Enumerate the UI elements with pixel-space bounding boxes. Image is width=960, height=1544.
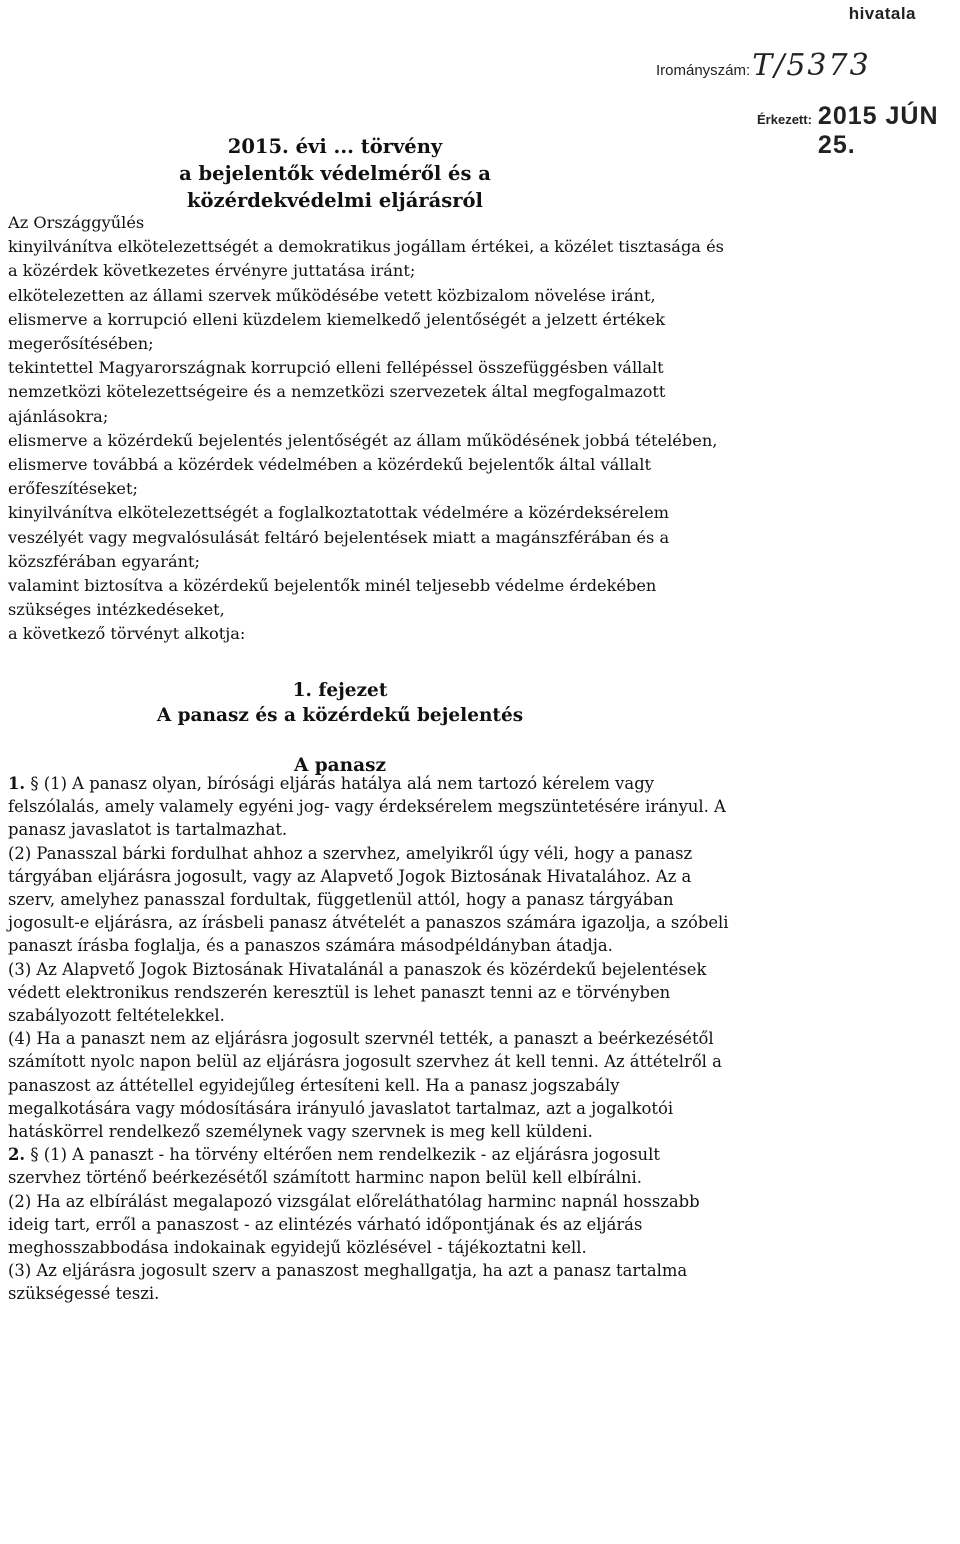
law-body [8,772,953,1306]
body-line [8,772,953,795]
preamble-line: megerősítésében; [8,334,154,354]
body-line [8,818,953,841]
law-title-line-2: a bejelentők védelméről és a közérdekvédelmi eljárásról [179,162,491,212]
document-number-value: T/5373 [752,48,871,83]
received-date: 2015 JÚN 25. [817,102,939,159]
body-text-span: hatáskörrel rendelkező személynek vagy szervnek is meg kell küldeni. [8,1122,593,1142]
body-text-span: (3) Az Alapvető Jogok Biztosának Hivatalánál a panaszok és közérdekű bejelentések [8,959,707,979]
preamble-line: veszélyét vagy megvalósulását feltáró bejelentések miatt a magánszférában és a [8,527,670,547]
preamble-line: erőfeszítéseket; [8,479,138,499]
body-line [8,1282,953,1305]
preamble-line: Az Országgyűlés [8,213,145,232]
body-line [8,1027,953,1050]
body-text-span: ideig tart, erről a panaszost - az elintézés várható időpontjának és az eljárás [8,1214,643,1234]
body-text-span: védett elektronikus rendszerén keresztül is lehet panaszt tenni az e törvényben [8,982,671,1002]
preamble-line: kinyilvánítva elkötelezettségét a demokratikus jogállam értékei, a közélet tisztasága és [8,237,724,257]
body-line [8,1004,953,1027]
body-line [8,1143,953,1166]
body-line [8,865,953,888]
body-line [8,1190,953,1213]
chapter-number: 1. fejezet [292,680,388,701]
body-line [8,1236,953,1259]
body-line [8,958,953,981]
body-line [8,1074,953,1097]
body-text-span: felszólalás, amely valamely egyéni jog- vagy érdeksérelem megszüntetésére irányul. A [8,797,726,817]
law-title-line-1: 2015. évi ... törvény [227,135,443,158]
body-text-span: szükségessé teszi. [8,1284,160,1304]
body-text-span: panaszt írásba foglalja, és a panaszos számára másodpéldányban átadja. [8,936,613,956]
body-text-span: (3) Az eljárásra jogosult szerv a panaszost meghallgatja, ha azt a panasz tartalma [8,1261,688,1281]
body-text-span: (4) Ha a panaszt nem az eljárásra jogosult szervnél tették, a panaszt a beérkezésétől [8,1029,714,1049]
body-text-span: számított nyolc napon belül az eljárásra jogosult szervhez át kell tenni. Az áttételről a [8,1052,722,1072]
body-text-span: § (1) A panasz olyan, bírósági eljárás hatálya alá nem tartozó kérelem vagy [25,774,654,793]
body-text-span: tárgyában eljárásra jogosult, vagy az Alapvető Jogok Biztosának Hivatalához. Az a [8,866,692,886]
preamble-line: valamint biztosítva a közérdekű bejelentők minél teljesebb védelme érdekében [8,576,657,596]
body-text-span: panaszost az áttétellel egyidejűleg értesíteni kell. Ha a panasz jogszabály [8,1075,620,1095]
preamble-line: a közérdek következetes érvényre juttatása iránt; [8,261,416,281]
body-line [8,1050,953,1073]
body-line [8,888,953,911]
section-title: A panasz [293,755,387,776]
preamble-line: tekintettel Magyarországnak korrupció elleni fellépéssel összefüggésben vállalt [8,358,664,378]
preamble-line: ajánlásokra; [8,406,109,426]
preamble-line: közszférában egyaránt; [8,551,200,571]
chapter-title: A panasz és a közérdekű bejelentés [156,705,524,726]
law-title [90,133,580,214]
section-number: 1. [8,774,26,793]
preamble-line: a következő törvényt alkotja: [8,624,246,644]
body-line [8,1259,953,1282]
preamble-line: nemzetközi kötelezettségeire és a nemzetközi szervezetek által megfogalmazott [8,382,666,402]
body-text-span: (2) Ha az elbírálást megalapozó vizsgálat előreláthatólag harminc napnál hosszabb [8,1191,700,1211]
body-text-span: panasz javaslatot is tartalmazhat. [8,820,288,840]
body-text-span: szerv, amelyhez panasszal fordultak, függetlenül attól, hogy a panasz tárgyában [8,890,674,910]
received-label: Érkezett: [757,112,812,127]
body-line [8,842,953,865]
body-text-span: jogosult-e eljárásra, az írásbeli panasz átvételét a panaszos számára igazolja, a szóbeli [8,913,729,933]
preamble-line: elismerve a közérdekű bejelentés jelentőségét az állam működésének jobbá tételében, [8,430,718,450]
body-line [8,1166,953,1189]
body-text-span: szabályozott feltételekkel. [8,1006,225,1026]
body-text-span: (2) Panasszal bárki fordulhat ahhoz a szervhez, amelyikről úgy véli, hogy a panasz [8,843,693,863]
body-line [8,1120,953,1143]
document-number-label: Irományszám: [656,62,751,79]
body-text-span: § (1) A panaszt - ha törvény eltérően nem rendelkezik - az eljárásra jogosult [25,1145,660,1165]
preamble-line: kinyilvánítva elkötelezettségét a foglalkoztatottak védelmére a közérdeksérelem [8,503,670,523]
body-text-span: szervhez történő beérkezésétől számított harminc napon belül kell elbírálni. [8,1168,642,1188]
body-line [8,1213,953,1236]
body-line [8,911,953,934]
preamble-line: elismerve a korrupció elleni küzdelem kiemelkedő jelentőségét a jelzett értékek [8,309,666,329]
body-line [8,1097,953,1120]
preamble [8,211,948,647]
body-line [8,795,953,818]
body-text-span: megalkotására vagy módosítására irányuló javaslatot tartalmaz, azt a jogalkotói [8,1098,674,1118]
preamble-line: elkötelezetten az állami szervek működésébe vetett közbizalom növelése iránt, [8,285,656,305]
section-number: 2. [8,1145,26,1165]
preamble-line: elismerve továbbá a közérdek védelmében a közérdekű bejelentők által vállalt [8,455,651,475]
office-stamp: hivatala [848,4,916,23]
preamble-line: szükséges intézkedéseket, [8,600,225,620]
received-date-stamp [757,102,960,160]
body-text-span: meghosszabbodása indokainak egyidejű közlésével - tájékoztatni kell. [8,1238,587,1258]
document-number-stamp [656,48,871,83]
body-line [8,934,953,957]
body-line [8,981,953,1004]
